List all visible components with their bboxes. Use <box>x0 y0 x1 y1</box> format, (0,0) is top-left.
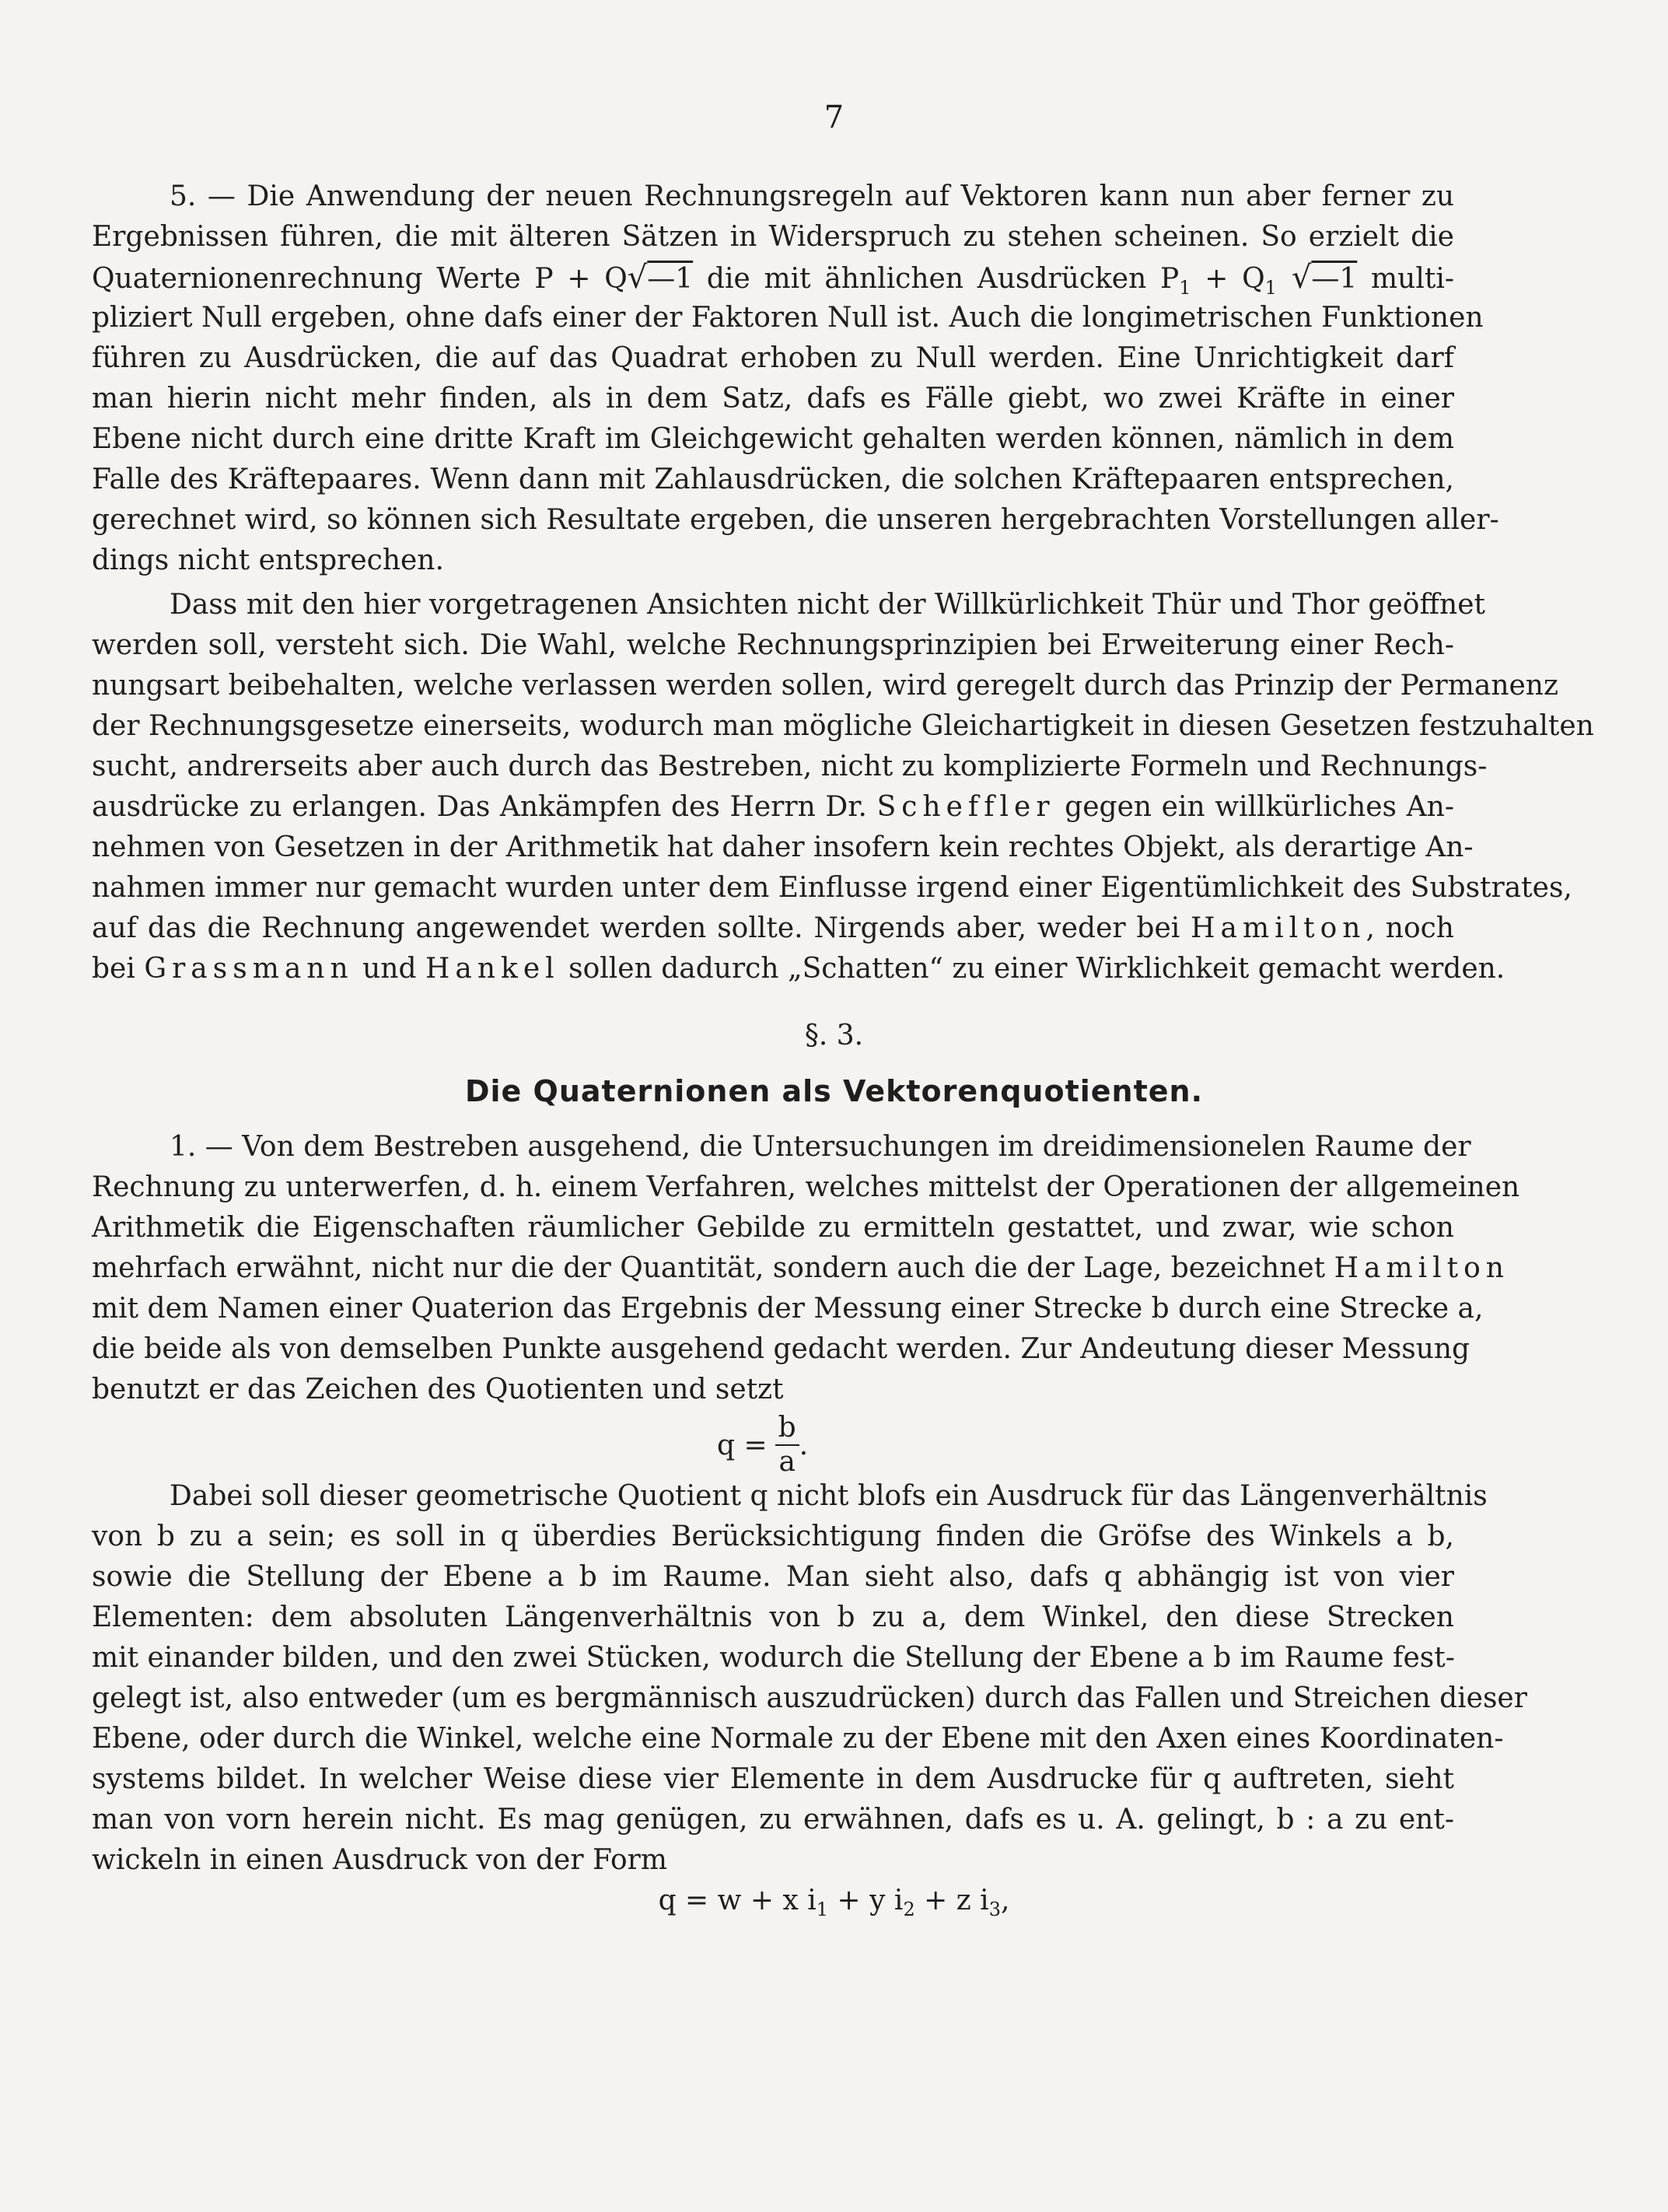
text-line: man hierin nicht mehr finden, als in dem Satz, dafs es Fälle giebt, wo zwei Kräfte in einer <box>92 383 1454 415</box>
text-line: man von vorn herein nicht. Es mag genügen, zu erwähnen, dafs es u. A. gelingt, b : a zu ent- <box>92 1804 1454 1836</box>
text-line <box>92 1248 1509 1289</box>
text-line: mit einander bilden, und den zwei Stücken, wodurch die Stellung der Ebene a b im Raume fest- <box>92 1642 1455 1674</box>
equation-lhs: q = <box>717 1429 768 1461</box>
text-line: gelegt ist, also entweder (um es bergmännisch auszudrücken) durch das Fallen und Streichen dieser <box>92 1682 1527 1714</box>
text-line: der Rechnungsgesetze einerseits, wodurch man mögliche Gleichartigkeit in diesen Gesetzen festzuhalten <box>92 710 1594 742</box>
text-line: nungsart beibehalten, welche verlassen werden sollen, wird geregelt durch das Prinzip der Permanenz <box>92 670 1558 702</box>
sqrt-symbol: √ <box>1276 260 1312 296</box>
text-line: dings nicht entsprechen. <box>92 544 444 576</box>
text-line: nahmen immer nur gemacht wurden unter dem Einflusse irgend einer Eigentümlichkeit des Substrates, <box>92 872 1572 904</box>
text-line <box>92 908 1454 949</box>
denominator: a <box>778 1446 796 1478</box>
text-line: Arithmetik die Eigenschaften räumlicher Gebilde zu ermitteln gestattet, und zwar, wie schon <box>92 1212 1454 1244</box>
eq-part: , <box>1000 1885 1010 1916</box>
text-line: Ebene, oder durch die Winkel, welche eine Normale zu der Ebene mit den Axen eines Koordinaten- <box>92 1723 1504 1755</box>
paragraph-2 <box>92 585 1594 989</box>
subscript: 2 <box>903 1899 915 1920</box>
text-span: die mit ähnlichen Ausdrücken P <box>693 263 1180 295</box>
text-line: systems bildet. In welcher Weise diese vier Elemente in dem Ausdrucke für q auftreten, sieht <box>92 1763 1454 1795</box>
author-name: Hankel <box>425 953 560 985</box>
eq-part: + y i <box>828 1885 904 1916</box>
text-line: pliziert Null ergeben, ohne dafs einer der Faktoren Null ist. Auch die longimetrischen Funktionen <box>92 302 1484 334</box>
text-line: sowie die Stellung der Ebene a b im Raume. Man sieht also, dafs q abhängig ist von vier <box>92 1561 1454 1593</box>
text-span: ausdrücke zu erlangen. Das Ankämpfen des Herrn Dr. <box>92 791 877 823</box>
author-name: Scheffler <box>876 791 1055 823</box>
radicand: —1 <box>647 263 694 295</box>
paragraph-1 <box>92 177 1499 581</box>
paragraph-3 <box>92 1127 1520 1410</box>
text-line: Ergebnissen führen, die mit älteren Sätzen in Widerspruch zu stehen scheinen. So erzielt die <box>92 221 1454 253</box>
text-span: sollen dadurch „Schatten“ zu einer Wirklichkeit gemacht werden. <box>559 953 1505 985</box>
eq-part: + z i <box>914 1885 989 1916</box>
author-name: Hamilton <box>1191 912 1366 944</box>
text-span: bei <box>92 953 145 985</box>
subscript: 3 <box>988 1899 1001 1920</box>
text-line: Dass mit den hier vorgetragenen Ansichten nicht der Willkürlichkeit Thür und Thor geöffnet <box>170 589 1485 621</box>
text-line: von b zu a sein; es soll in q überdies Berücksichtigung finden die Gröfse des Winkels a b, <box>92 1521 1454 1552</box>
equation-quaternion-form <box>0 1881 1668 1921</box>
text-span: multi- <box>1357 263 1454 295</box>
text-line: Ebene nicht durch eine dritte Kraft im Gleichgewicht gehalten werden können, nämlich in dem <box>92 423 1454 455</box>
text-line: Falle des Kräftepaares. Wenn dann mit Zahlausdrücken, die solchen Kräftepaaren entsprechen, <box>92 464 1454 495</box>
text-line: gerechnet wird, so können sich Resultate ergeben, die unseren hergebrachten Vorstellungen aller- <box>92 504 1499 536</box>
text-line-with-formula <box>92 257 1454 298</box>
text-span: Quaternionenrechnung Werte P + Q <box>92 263 628 295</box>
text-line: sucht, andrerseits aber auch durch das Bestreben, nicht zu komplizierte Formeln und Rechnungs- <box>92 751 1488 782</box>
text-span: , noch <box>1366 912 1454 944</box>
text-line: nehmen von Gesetzen in der Arithmetik hat daher insofern kein rechtes Objekt, als derartige An- <box>92 831 1474 863</box>
radicand: —1 <box>1311 263 1358 295</box>
text-line: Dabei soll dieser geometrische Quotient q nicht blofs ein Ausdruck für das Längenverhältnis <box>170 1480 1488 1512</box>
text-line: Rechnung zu unterwerfen, d. h. einem Verfahren, welches mittelst der Operationen der allgemeinen <box>92 1171 1520 1203</box>
text-line: die beide als von demselben Punkte ausgehend gedacht werden. Zur Andeutung dieser Messung <box>92 1333 1470 1365</box>
text-span: und <box>353 953 425 985</box>
subscript: 1 <box>816 1899 829 1920</box>
text-span: gegen ein willkürliches An- <box>1054 791 1454 823</box>
subscript: 1 <box>1264 277 1277 299</box>
page-number: 7 <box>824 100 844 135</box>
text-line: benutzt er das Zeichen des Quotienten und setzt <box>92 1374 784 1405</box>
text-line <box>92 949 1505 989</box>
author-name: Grassmann <box>144 953 354 985</box>
fraction <box>775 1412 799 1479</box>
section-title: Die Quaternionen als Vektorenquotienten. <box>464 1074 1204 1108</box>
numerator: b <box>775 1412 799 1446</box>
text-span: mehrfach erwähnt, nicht nur die der Quantität, sondern auch die der Lage, bezeichnet <box>92 1252 1334 1284</box>
eq-part: q = w + x i <box>658 1885 817 1916</box>
text-line <box>92 787 1454 828</box>
text-line: 1. — Von dem Bestreben ausgehend, die Untersuchungen im dreidimensionelen Raume der <box>170 1131 1471 1163</box>
text-span: auf das die Rechnung angewendet werden sollte. Nirgends aber, weder bei <box>92 912 1191 944</box>
equation-quotient <box>717 1406 808 1484</box>
author-name: Hamilton <box>1334 1252 1509 1284</box>
text-line: Elementen: dem absoluten Längenverhältnis von b zu a, dem Winkel, den diese Strecken <box>92 1601 1454 1633</box>
text-line: führen zu Ausdrücken, die auf das Quadrat erhoben zu Null werden. Eine Unrichtigkeit darf <box>92 342 1454 374</box>
sqrt-symbol: √ <box>627 260 648 296</box>
section-number: §. 3. <box>804 1020 864 1052</box>
text-line: mit dem Namen einer Quaterion das Ergebnis der Messung einer Strecke b durch eine Strecke a, <box>92 1293 1484 1325</box>
text-span: + Q <box>1191 263 1265 295</box>
equation-period: . <box>799 1429 809 1461</box>
text-line: werden soll, versteht sich. Die Wahl, welche Rechnungsprinzipien bei Erweiterung einer Rech- <box>92 629 1454 661</box>
text-line: wickeln in einen Ausdruck von der Form <box>92 1844 668 1876</box>
text-line: 5. — Die Anwendung der neuen Rechnungsregeln auf Vektoren kann nun aber ferner zu <box>170 180 1454 212</box>
subscript: 1 <box>1179 277 1191 299</box>
paragraph-4 <box>92 1476 1527 1881</box>
